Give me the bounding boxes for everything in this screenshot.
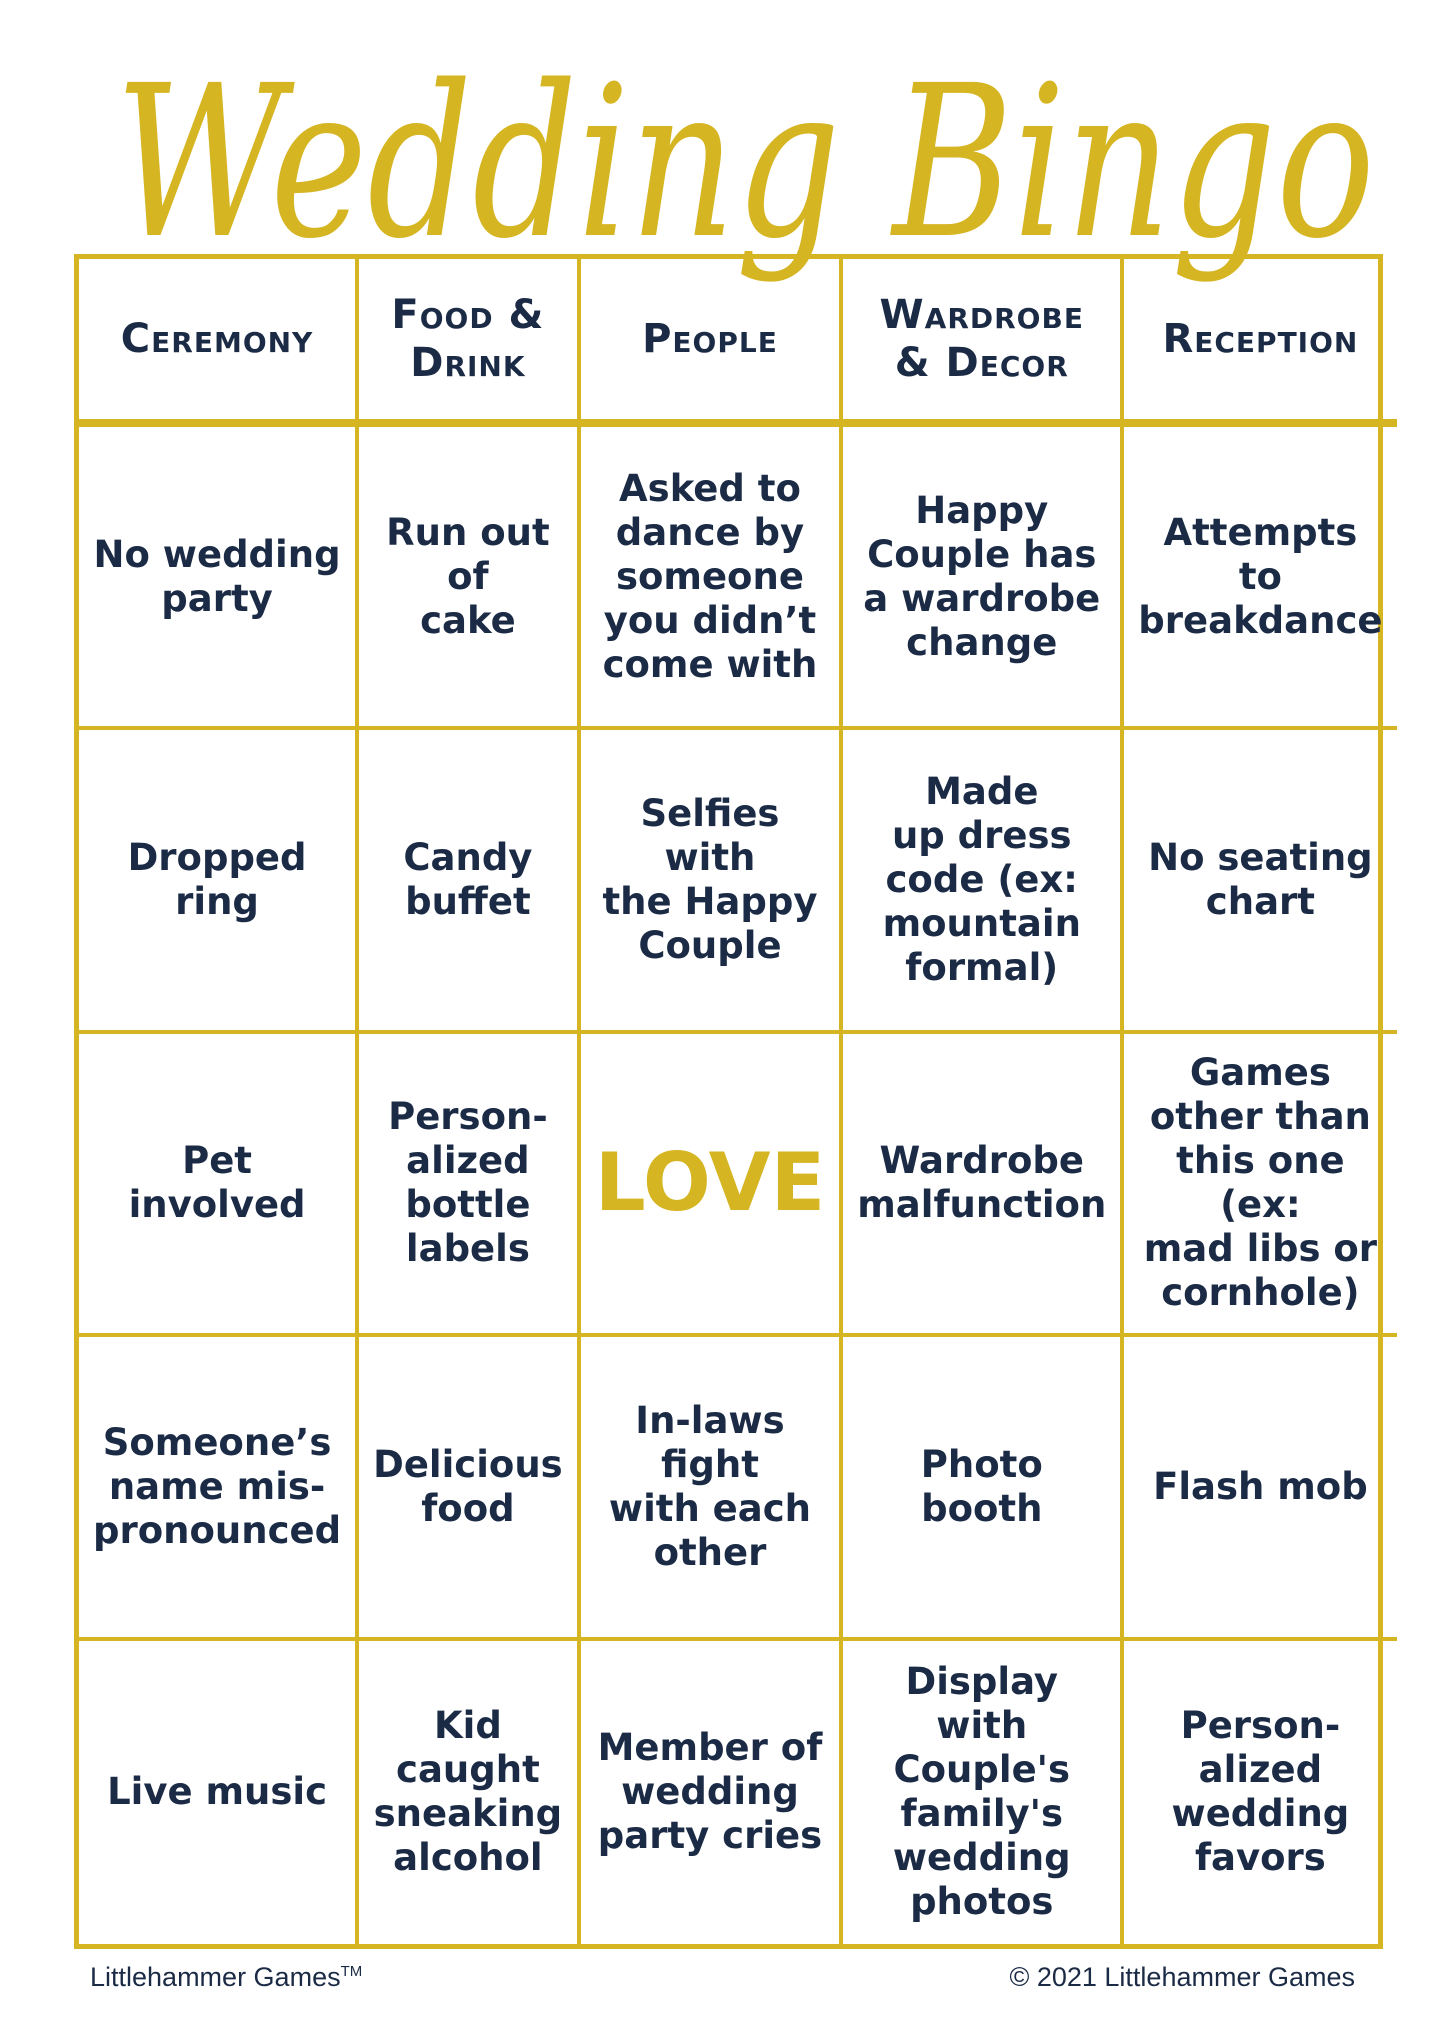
brand-name: Littlehammer Games [90,1962,341,1992]
bingo-square[interactable]: Delicious food [359,1337,581,1640]
title-text: Wedding Bingo [115,40,1375,285]
bingo-square[interactable]: Photo booth [843,1337,1124,1640]
bingo-square[interactable]: Flash mob [1124,1337,1396,1640]
bingo-square[interactable]: In-laws fight with each other [581,1337,844,1640]
column-header: Food & Drink [359,259,581,427]
bingo-square[interactable]: Dropped ring [79,730,359,1033]
bingo-square[interactable]: Asked to dance by someone you didn’t come with [581,427,844,730]
column-header: People [581,259,844,427]
column-header: Wardrobe & Decor [843,259,1124,427]
bingo-square[interactable]: No wedding party [79,427,359,730]
bingo-square[interactable]: Someone’s name mis- pronounced [79,1337,359,1640]
bingo-square[interactable]: Wardrobe malfunction [843,1034,1124,1337]
bingo-square[interactable]: Selfies with the Happy Couple [581,730,844,1033]
trademark: TM [340,1963,363,1980]
bingo-square[interactable]: Display with Couple's family's wedding photos [843,1641,1124,1944]
column-header: Ceremony [79,259,359,427]
bingo-square[interactable]: Made up dress code (ex: mountain formal) [843,730,1124,1033]
bingo-square[interactable]: Kid caught sneaking alcohol [359,1641,581,1944]
column-header: Reception [1124,259,1396,427]
bingo-square[interactable]: Run out of cake [359,427,581,730]
brand-label [90,1962,362,1993]
bingo-card [74,254,1383,1949]
free-space[interactable]: LOVE [581,1034,844,1337]
bingo-square[interactable]: Attempts to breakdance [1124,427,1396,730]
bingo-square[interactable]: Person- alized wedding favors [1171,1704,1350,1880]
bingo-square[interactable]: Member of wedding party cries [581,1641,844,1944]
bingo-square[interactable]: Candy buffet [359,730,581,1033]
copyright: © 2021 Littlehammer Games [1009,1962,1355,1992]
bingo-square[interactable]: Live music [79,1641,359,1944]
bingo-square[interactable]: Happy Couple has a wardrobe change [843,427,1124,730]
bingo-square[interactable]: No seating chart [1124,730,1396,1033]
bingo-square[interactable]: Person- alized bottle labels [359,1034,581,1337]
bingo-square[interactable]: Games other than this one (ex: mad libs or cornhole) [1124,1034,1396,1337]
bingo-square[interactable]: Pet involved [79,1034,359,1337]
